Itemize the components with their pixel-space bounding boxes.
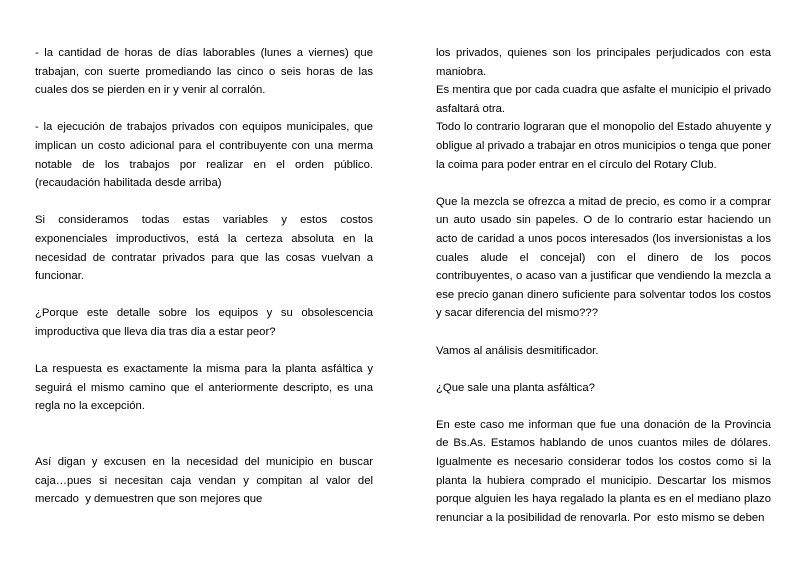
left-column — [0, 44, 400, 509]
paragraph: Así digan y excusen en la necesidad del municipio en buscar caja…pues si necesitan caja vendan y compitan al valor del mercado y demuestren que son mejores que — [35, 456, 377, 506]
paragraph: los privados, quienes son los principales perjudicados con esta maniobra. — [436, 47, 775, 78]
paragraph: En este caso me informan que fue una donación de la Provincia de Bs.As. Estamos hablando de unos cuantos miles de dólares. Igualmente es necesario considerar todos los costos como si la planta la hubiera comprado el municipio. Descartar los mismos porque alguien les haya regalado la planta es en el mediano plazo renunciar a la posibilidad de renovarla. Por esto mismo se deben — [436, 418, 775, 524]
paragraph: Que la mezcla se ofrezca a mitad de precio, es como ir a comprar un auto usado sin papeles. O de lo contrario estar haciendo un acto de caridad a unos pocos interesados (los inversionistas a los cuales alude el concejal) con el dinero de los pocos contribuyentes, o acaso van a justificar que vendiendo la mezcla a ese precio ganan dinero suficiente para solventar todos los costos y sacar diferencia del mismo??? — [436, 195, 775, 320]
paragraph: Si consideramos todas estas variables y estos costos exponenciales improductivos, está la certeza absoluta en la necesidad de contratar privados para que las cosas vuelvan a funcionar. — [35, 214, 377, 283]
right-column — [400, 44, 800, 527]
two-column-text-body — [0, 44, 800, 527]
paragraph: - la cantidad de horas de días laborables (lunes a viernes) que trabajan, con suerte promediando las cinco o seis horas de las cuales dos se pierden en ir y venir al corralón. — [35, 47, 377, 97]
paragraph: Vamos al análisis desmitificador. — [436, 344, 599, 357]
paragraph: ¿Porque este detalle sobre los equipos y su obsolescencia improductiva que lleva dia tras dia a estar peor? — [35, 307, 377, 338]
paragraph: La respuesta es exactamente la misma para la planta asfáltica y seguirá el mismo camino que el anteriormente descripto, es una regla no la excepción. — [35, 363, 377, 413]
paragraph: - la ejecución de trabajos privados con equipos municipales, que implican un costo adicional para el contribuyente con una merma notable de los trabajos por realizar en el orden público. (recaudación habilitada desde arriba) — [35, 121, 377, 190]
paragraph: ¿Que sale una planta asfáltica? — [436, 381, 595, 394]
paragraph: Es mentira que por cada cuadra que asfalte el municipio el privado asfaltará otra. — [436, 84, 775, 115]
paragraph: Todo lo contrario lograran que el monopolio del Estado ahuyente y obligue al privado a trabajar en otros municipios o tenga que poner la coima para poder entrar en el círculo del Rotary Club. — [436, 121, 775, 171]
